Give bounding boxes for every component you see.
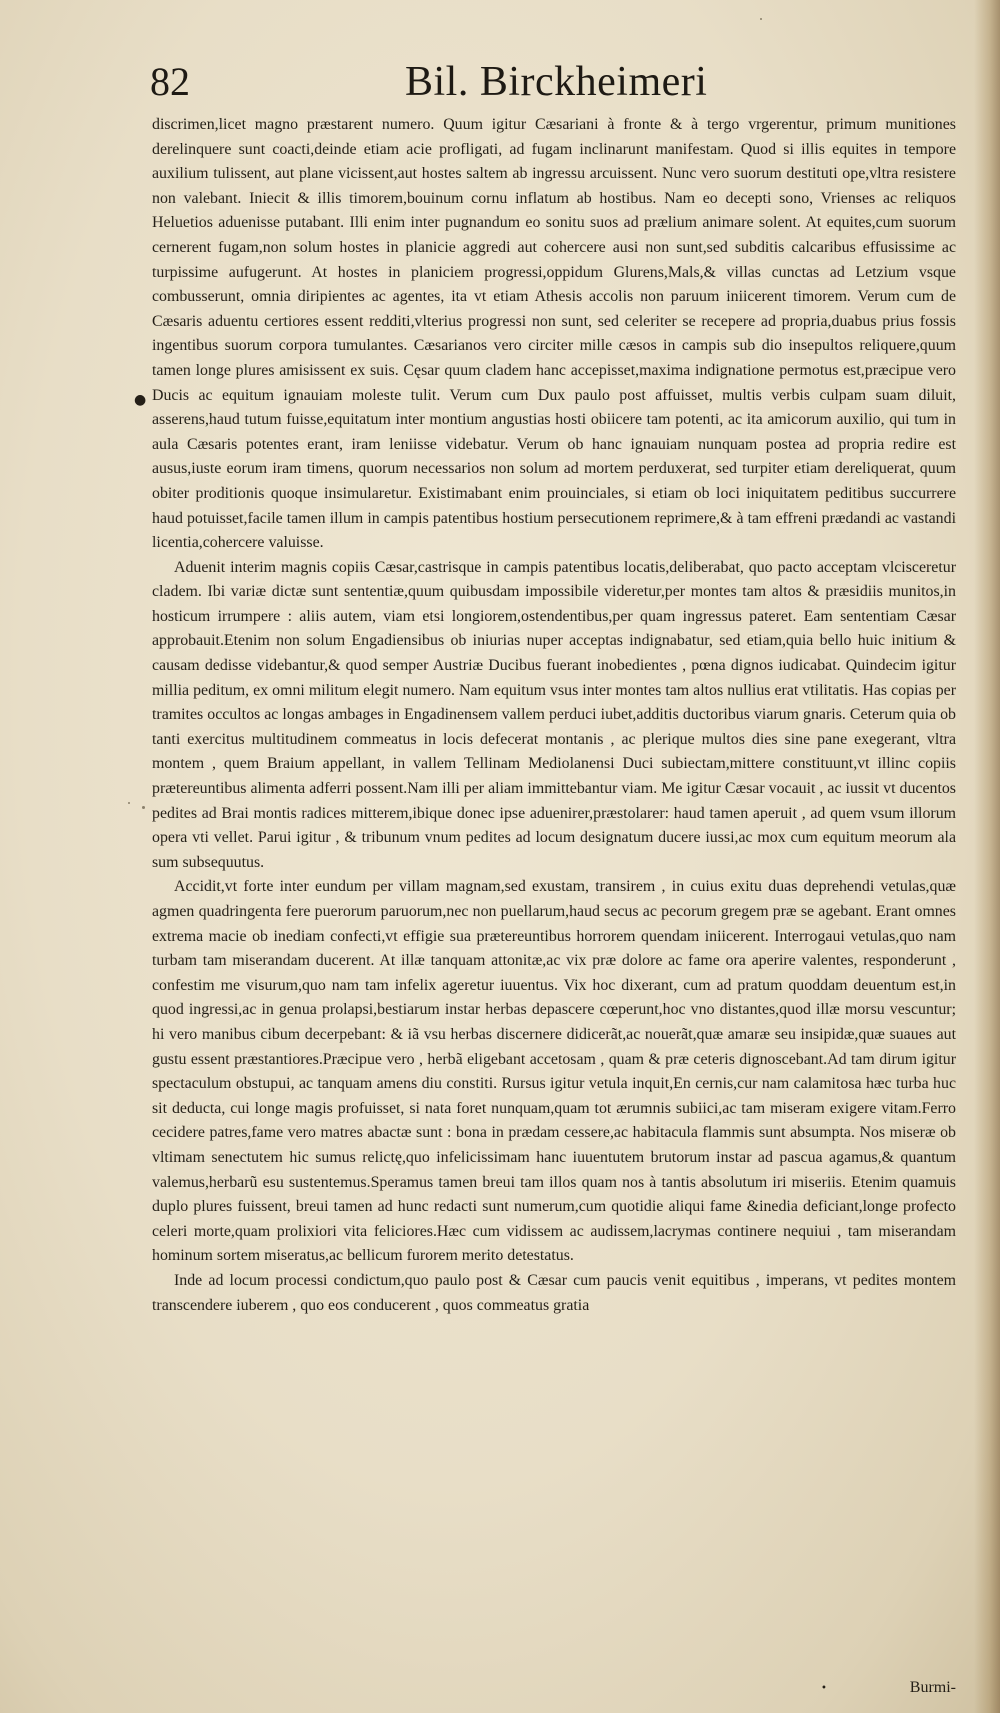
catchword: Burmi- bbox=[909, 1679, 956, 1696]
margin-ink-dot: ● bbox=[134, 392, 147, 408]
paper-speck bbox=[142, 806, 145, 809]
paper-speck bbox=[760, 18, 762, 20]
paper-speck bbox=[128, 802, 130, 804]
paragraph-3: Accidit,vt forte inter eundum per villam magnam,sed exustam, transirem , in cuius exitu duas deprehendi vetulas,quæ agmen quadringenta fere puerorum paruorum,nec non puellarum,haud secus ac pecorum gregem præ se agebant. Erant omnes extrema macie ob inediam confecti,vt effigie sua prætereuntibus horrorem quendam iniicerent. Interrogaui vetulas,quo nam turbam tam miserandam ducerent. At illæ tanquam attonitæ,ac vix præ dolore ac fame ora aperire valentes, responderunt , confestim me visurum,quo nam tam infelix ageretur iuuentus. Vix hoc dixerant, cum ad pratum quoddam deuentum est,in quod ingressi,ac in genua prolapsi,bestiarum instar herbas depascere cœperunt,hoc vno distantes,quod illæ morsu vescuntur; hi vero manibus cibum decerpebant: & iã vsu herbas discernere didicerãt,ac nouerãt,quæ amaræ seu insipidæ,quæ suaues aut gustu essent præstantiores.Præcipue vero , herbã eligebant accetosam , quam & præ ceteris dignoscebant.Ad tam dirum igitur spectaculum obstupui, ac tanquam amens diu constiti. Rursus igitur vetula inquit,En cernis,cur nam calamitosa hæc turba huc sit deducta, cui longe magis profuisset, si nata foret nunquam,quam tot ærumnis subiici,ac tam miseram exigere vitam.Ferro cecidere patres,fame vero matres abactæ sunt : bona in prædam cessere,ac habitacula flammis sunt absumpta. Nos miseræ ob vltimam senectutem hic sumus relictę,quo infelicissimam hanc iuuentutem brutorum instar ad pascua agamus,& quantum valemus,herbarũ esu sustentemus.Speramus tamen breui tam illos quam nos à tantis absolutum iri miseriis. Etenim quamuis duplo plures fuissent, breui tamen ad hunc redacti sunt numerum,cum quotidie aliqui fame &inedia deficiant,longe profecto celeri morte,quam prolixiori vita feliciores.Hæc cum vidissem ac audissem,lacrymas continere nequiui , tam miserandam hominum sortem miseratus,ac bellicum furorem merito detestatus. bbox=[152, 878, 956, 1265]
page-number: 82 bbox=[150, 59, 190, 104]
paragraph-1: discrimen,licet magno præstarent numero. Quum igitur Cæsariani à fronte & à tergo vrgerentur, primum munitiones derelinquere sunt coacti,deinde etiam acie profligati, ad fugam inclinarunt manifestam. Quod si illis equites in tempore auxilium tulissent, aut plane vicissent,aut hostes saltem ab ingressu arcuissent. Nunc vero suorum destituti ope,vltra resistere non valebant. Iniecit & illis timorem,bouinum cornu inflatum ab hostibus. Nam eo decepti sono, Vrienses ac reliquos Heluetios aduenisse putabant. Illi enim inter pugnandum eo sonitu suos ad prælium animare solent. At equites,cum suorum cernerent fugam,non solum hostes in planicie aggredi aut cohercere ausi non sunt,sed subditis calcaribus effusissime ac turpissime aufugerunt. At hostes in planiciem progressi,oppidum Glurens,Mals,& villas cunctas ad Letzium vsque combusserunt, omnia diripientes ac agentes, ita vt etiam Athesis accolis non paruum iniicerent timorem. Verum cum de Cæsaris aduentu certiores essent redditi,vlterius progressi non sunt, sed celeriter se recepere ad propria,duabus prius fossis ingentibus suorum corpora tumulantes. Cæsarianos vero circiter mille cæsos in campis sub dio insepultos reliquere,quum tamen longe plures amisissent ex suis. Cęsar quum cladem hanc accepisset,maxima indignatione permotus est,præcipue vero Ducis ac equitum ignauiam moleste tulit. Verum cum Dux paulo post affuisset, multis verbis culpam suam diluit, asserens,haud tutum fuisse,equitatum inter montium angustias hosti obiicere tam potenti, ac ita amicorum auxilio, qui tum in aula Cæsaris potentes erant, iram leniisse videbatur. Verum ob hanc ignauiam nunquam postea ad propria redire est ausus,iuste eorum iram timens, quorum necessarios non solum ad mortem perduxerat, sed turpiter etiam dereliquerat, quum obiter proditionis quoque insimularetur. Existimabant enim prouinciales, si etiam ob loci iniquitatem peditibus succurrere haud potuisset,facile tamen illum in campis patentibus hostium persecutionem reprimere,& à tam effreni prædandi ac vastandi licentia,cohercere valuisse. bbox=[152, 116, 956, 552]
paragraph-4: Inde ad locum processi condictum,quo paulo post & Cæsar cum paucis venit equitibus , imperans, vt pedites montem transcendere iuberem , quo eos conducerent , quos commeatus gratia bbox=[152, 1271, 956, 1314]
signature-mark: • bbox=[821, 1683, 827, 1694]
body-text bbox=[152, 113, 956, 1318]
running-head: Bil. Birckheimeri bbox=[405, 59, 708, 105]
page-edge-shadow bbox=[974, 0, 1000, 1713]
page-header bbox=[150, 58, 950, 118]
paragraph-2: Aduenit interim magnis copiis Cæsar,castrisque in campis patentibus locatis,deliberabat, quo pacto acceptam vlcisceretur cladem. Ibi variæ dictæ sunt sententiæ,quum quibusdam impossibile videretur,per montes tam altos & præsidiis munitos,in hosticum irrumpere : aliis autem, viam etsi longiorem,ostendentibus,per quam ingressus pateret. Eam sententiam Cæsar approbauit.Etenim non solum Engadiensibus ob iniurias nuper acceptas indignabatur, sed etiam,quia bello huic initium & causam dedisse videbantur,& quod semper Austriæ Ducibus fuerant inobedientes , pœna dignos iudicabat. Quindecim igitur millia peditum, ex omni militum elegit numero. Nam equitum vsus inter montes tam altos nullius erat vtilitatis. Has copias per tramites occultos ac longas ambages in Engadinensem vallem perduci iubet,additis ductoribus viarum gnaris. Ceterum quia ob tanti exercitus multitudinem commeatus in locis defecerat montanis , ac plerique multos dies sine pane exegerant, vltra montem , quem Braium appellant, in vallem Tellinam Mediolanensi Duci subiectam,mittere constituunt,vt illinc copiis prætereuntibus alimenta adferri possent.Nam illi per aliam immittebantur viam. Me igitur Cæsar vocauit , ac iussit vt ducentos pedites ad Brai montis radices mitterem,ibique donec ipse aduenirer,præstolarer: haud tamen aperuit , ad quem vsum illorum opera vti vellet. Parui igitur , & tribunum vnum pedites ad locum designatum ducere iussi,ac mox cum equitum meorum ala sum subsequutus. bbox=[152, 558, 956, 871]
